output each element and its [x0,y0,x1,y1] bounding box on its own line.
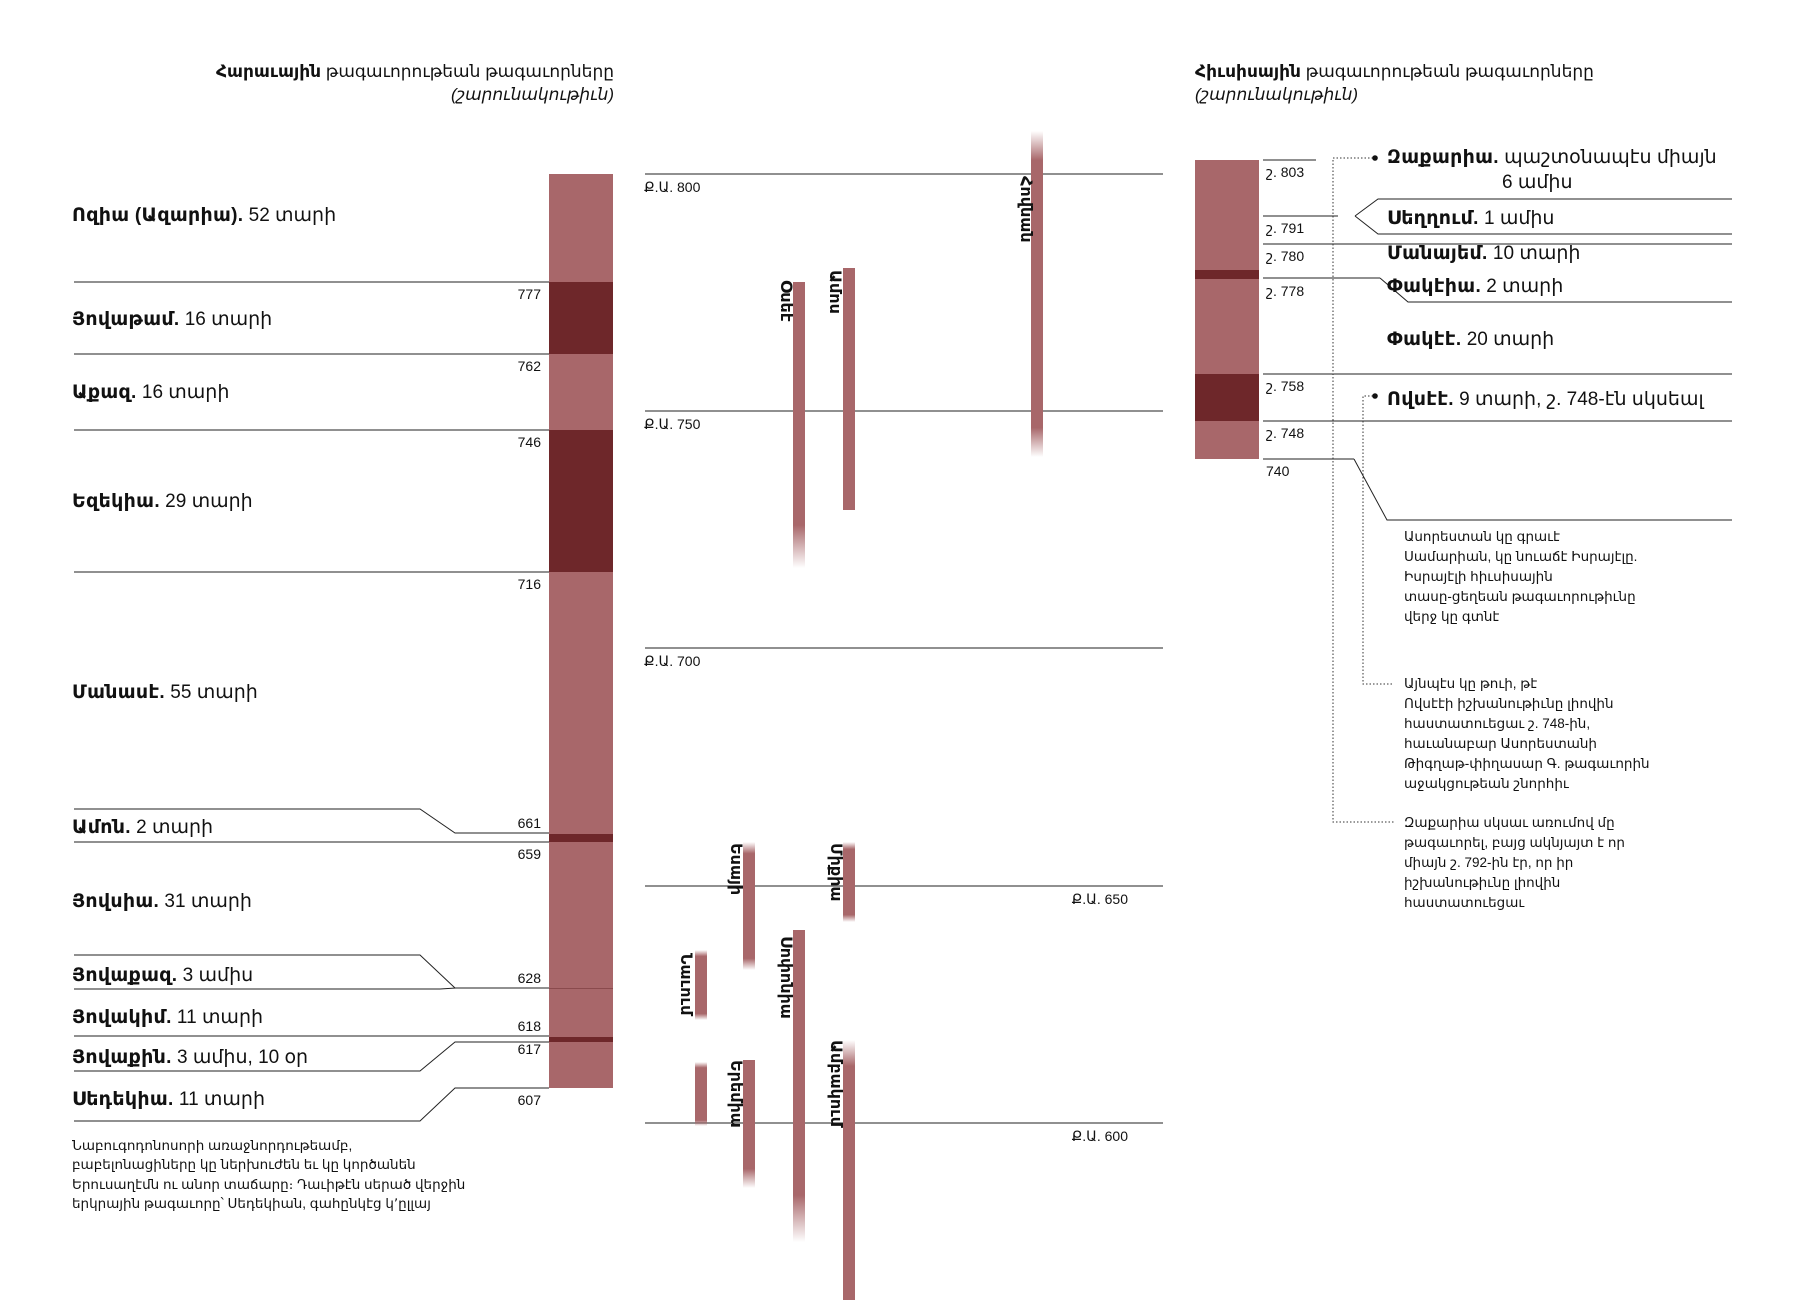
prophet-label-jonah: Հովնան [1017,176,1034,243]
reign-menahem [1195,216,1259,270]
svg-text:Հիւսիսային թագաւորութեան թագաւ [1195,62,1594,81]
note-zechariah [1404,815,1625,910]
note-line: բաբելոնացիները կը ներխուժեն եւ կը կործանեն [72,1157,416,1172]
note-line: տասը-ցեղեան թագաւորութիւնը [1404,589,1636,604]
prophet-label-daniel: Ամբակում [827,1040,844,1128]
year-label: 618 [517,1018,541,1034]
year-label: շ. 748 [1266,425,1305,441]
year-label: 607 [517,1092,541,1108]
reign-zedekiah [549,1042,613,1088]
year-label: 762 [517,358,541,374]
israel-header-rest: թագաւորութեան թագաւորները [1300,62,1594,81]
note-line: Երուսաղէմն ու անոր տաճարը։ Դաւիթէն սերած վերջին [72,1177,466,1192]
israel-years [1266,164,1304,479]
reign-amon [549,834,613,842]
prophet-label-jeremiah: Սոփոնիա [777,936,794,1019]
note-line: իշխանութիւնը լիովին [1404,875,1561,890]
era-label: Ք.Ա. 600 [1071,1128,1128,1144]
note-line: երկրային թագաւորը՝ Սեդեկիան, գահընկէց կ՚ըլլայ [72,1196,431,1211]
judah-header-bold: Հարաւային [215,62,322,81]
prophet-label-zephaniah: Միքիա [827,843,844,902]
era-label: Ք.Ա. 650 [1071,891,1128,907]
reign-ahaz [549,354,613,430]
svg-text:Հարաւային թագաւորութեան թագաւո [216,62,614,81]
reign-manasseh [549,572,613,834]
year-label: 740 [1266,463,1290,479]
reign-hoshea [1195,421,1259,459]
king-label-zedekiah: Սեդեկիա. 11 տարի [72,1089,266,1110]
prophet-labels [677,176,1034,1129]
reign-zechariah [1195,160,1259,216]
prophet-label-hosea: Օսեէ [777,280,794,322]
king-label-jehoahaz: Յովաքազ. 3 ամիս [72,965,254,986]
king-label-pekahiah: Փակէիա. 2 տարի [1387,276,1564,297]
note-line: Այնպէս կը թուի, թէ [1404,676,1538,691]
note-line: Թիգղաթ-փիղասար Գ. թագաւորին [1404,756,1650,771]
prophet-bar-amos [843,268,855,510]
note-line: աջակցութեան շնորհիւ [1404,776,1569,791]
prophet-bar-habakkuk-upper [695,950,707,1020]
king-label-jehoiakim: Յովակիմ. 11 տարի [72,1007,264,1028]
reign-jehoahaz [549,988,613,989]
note-line: վերջ կը գտնէ [1404,609,1500,624]
note-line: Իսրայէլի հիւսիսային [1404,569,1553,584]
year-label: 746 [517,434,541,450]
judah-header-rest: թագաւորութեան թագաւորները [321,62,614,81]
king-label-hezekiah: Եզեկիա. 29 տարի [72,491,253,512]
king-label-jehoiachin: Յովաքին. 3 ամիս, 10 օր [72,1047,309,1068]
note-line: Նաբուգոդոնոսորի առաջնորդութեամբ, [72,1138,353,1153]
israel-kings [1387,147,1717,410]
prophet-bars [695,131,1043,1300]
reign-jehoiachin [549,1037,613,1042]
year-label: 777 [517,286,541,302]
year-label: շ. 778 [1266,283,1305,299]
era-label: Ք.Ա. 750 [644,416,701,432]
note-line: Սամարիան, կը նուաճէ Իսրայէլը. [1404,549,1638,564]
era-labels [644,179,1128,1144]
reign-jotham [549,282,613,354]
note-line: միայն շ. 792-ին էր, որ իր [1404,855,1574,870]
era-label: Ք.Ա. 800 [644,179,701,195]
bullet-dot [1372,155,1378,161]
bullet-dot [1372,393,1378,399]
reign-uzziah [549,174,613,282]
note-line: Ասորեստան կը գրաւէ [1404,529,1560,544]
king-label-jotham: Յովաթամ. 16 տարի [72,309,273,330]
era-lines [645,174,1163,1123]
year-label: 661 [517,815,541,831]
note-line: թագաւորել, բայց ակնյայտ է որ [1404,835,1625,850]
note-line: հաստատուեցաւ [1404,895,1525,910]
reign-hezekiah [549,430,613,572]
prophet-label-micah: Եսայի [727,843,744,896]
note-line: Ովսէէի իշխանութիւնը լիովին [1404,696,1614,711]
israel-header [1195,62,1594,104]
prophet-label-amos: Ամոս [826,270,843,314]
year-label: 716 [517,576,541,592]
judah-header-sub: (շարունակութիւն) [450,85,614,104]
reign-hoshea-early [1195,374,1259,421]
year-label: 659 [517,846,541,862]
reign-pekahiah [1195,270,1259,279]
israel-reign-bar [1195,160,1259,459]
judah-years [518,286,542,1108]
israel-dotted-connectors [1333,158,1394,822]
reign-pekah [1195,279,1259,374]
prophet-bar-hosea [793,282,805,568]
year-label: 628 [517,970,541,986]
note-fall-of-samaria [1404,529,1637,624]
note-line: հաստատուեցաւ շ. 748-ին, [1404,716,1591,731]
king-label-shallum: Սեղղում. 1 ամիս [1387,208,1555,229]
israel-header-bold: Հիւսիսային [1195,62,1301,81]
year-label: շ. 791 [1266,220,1305,236]
king-label-ahaz: Աքազ. 16 տարի [72,382,230,403]
judah-header [216,62,614,104]
year-label: շ. 803 [1266,164,1305,180]
israel-notes [1404,529,1650,910]
king-label-uzziah: Ոզիա (Ազարիա). 52 տարի [72,205,337,226]
king-label-pekah: Փակէէ. 20 տարի [1387,329,1555,350]
era-label: Ք.Ա. 700 [644,653,701,669]
prophet-bar-habakkuk [695,1062,707,1126]
israel-header-sub: (շարունակութիւն) [1195,85,1359,104]
year-label: 617 [517,1041,541,1057]
reign-josiah [549,842,613,988]
note-line: Զաքարիա սկսաւ առումով մը [1404,815,1615,830]
king-label-amon: Ամոն. 2 տարի [72,817,214,838]
prophet-label-habakkuk: Նաւում [677,953,694,1016]
king-label-hoshea: Ովսէէ. 9 տարի, շ. 748-էն սկսեալ [1387,389,1704,410]
king-label-manasseh: Մանասէ. 55 տարի [72,682,258,703]
note-line: հաւանաբար Ասորեստանի [1404,736,1597,751]
note-hoshea [1404,676,1650,791]
king-label-zechariah: Զաքարիա. պաշտօնապէս միայն [1387,147,1717,168]
prophet-label-nahum: Երեմիա [727,1060,744,1128]
king-label-menahem: Մանայեմ. 10 տարի [1387,243,1581,264]
judah-kings [72,205,336,1110]
year-label: շ. 780 [1266,248,1305,264]
judah-reign-bar [549,174,613,1088]
king-label-zechariah-line2: 6 ամիս [1502,172,1573,193]
judah-note [72,1138,465,1211]
year-label: շ. 758 [1266,378,1305,394]
reign-jehoiakim [549,989,613,1037]
king-label-josiah: Յովսիա. 31 տարի [72,891,252,912]
